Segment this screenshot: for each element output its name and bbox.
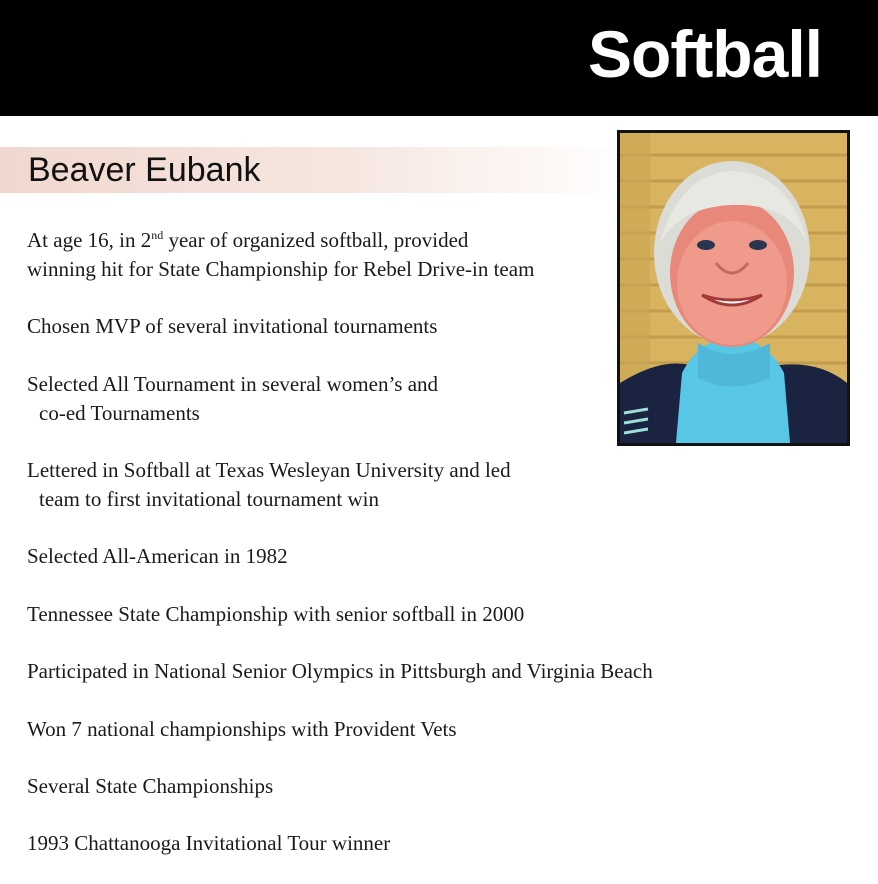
page-title: Softball (588, 17, 822, 91)
fact-item-continued: co-ed Tournaments (39, 401, 200, 425)
fact-item: Chosen MVP of several invitational tournaments (27, 314, 438, 338)
fact-item: Participated in National Senior Olympics in Pittsburgh and Virginia Beach (27, 659, 653, 683)
fact-item: Selected All-American in 1982 (27, 544, 288, 568)
fact-item: Won 7 national championships with Provident Vets (27, 717, 457, 741)
fact-superscript: nd (151, 228, 164, 242)
fact-text: At age 16, in 2 (27, 228, 152, 252)
fact-item-continued: team to first invitational tournament win (39, 487, 380, 511)
fact-item: Selected All Tournament in several women’s and (27, 372, 439, 396)
portrait-photo (617, 130, 850, 446)
profile-name: Beaver Eubank (28, 151, 261, 189)
header-banner (0, 0, 878, 116)
fact-item: 1993 Chattanooga Invitational Tour winner (27, 831, 391, 855)
fact-item: Lettered in Softball at Texas Wesleyan University and led (27, 458, 511, 482)
fact-item: Tennessee State Championship with senior softball in 2000 (27, 602, 525, 626)
fact-item-continued: winning hit for State Championship for Rebel Drive-in team (27, 257, 535, 281)
fact-item (27, 226, 468, 255)
fact-item: Several State Championships (27, 774, 274, 798)
fact-text: year of organized softball, provided (163, 228, 469, 252)
